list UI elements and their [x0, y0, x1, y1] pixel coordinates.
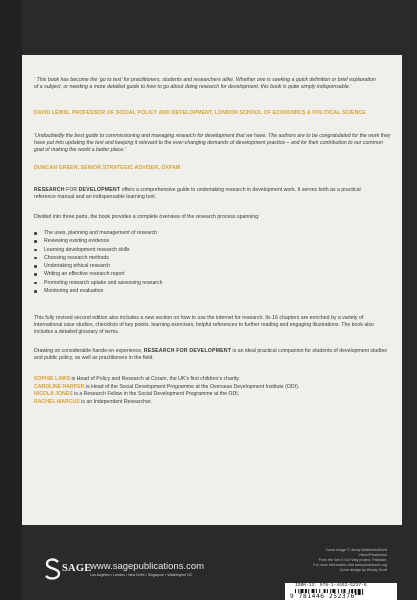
author-laws: SOPHIE LAWS is Head of Policy and Research at Coram, the UK’s first children’s charity. — [34, 376, 240, 382]
publisher-cities: Los Angeles • London • New Delhi • Singapore • Washington DC — [90, 573, 193, 577]
parts-intro: Divided into three parts, the book provides a complete overview of the research process spanning: — [34, 214, 260, 220]
list-item: Learning development research skills — [34, 246, 334, 254]
list-item: Promoting research uptake and assessing research — [34, 279, 334, 287]
quote-green: ‘Undoubtedly the best guide to commissioning and managing research for development that we have. The authors are to be congratulated for the work they have put into updating the text and keeping it relevant to the ever-changing demands of development practice – and for their contribution to our common goal of making the world a better place.’ — [34, 133, 391, 154]
cover-credits — [305, 548, 387, 573]
publisher-website[interactable]: www.sagepublications.com — [90, 561, 205, 572]
attribution-green: DUNCAN GREEN, SENIOR STRATEGIC ADVISER, OXFAM — [34, 165, 181, 171]
intro-text: offers a comprehensive guide to undertaking research in development work. It serves both as a practical reference manual and an indispensable learning tool. — [34, 187, 361, 201]
quote-lewis: ‘ This book has become the ‘go to text’ for practitioners, students and researchers alike. Whether one is seeking a quick definition or brief explanation of a subject, or needing a more detailed guide to how to go about doing research for development, this book is quite simply indispensable.’ — [34, 77, 376, 91]
companion-paragraph — [34, 348, 389, 362]
credit-line: Cover image © Jenny Matthews/World Vision/Photovoice — [325, 548, 387, 557]
credit-line: For more information visit www.photovoice.org — [313, 563, 387, 567]
publisher-logo-text: SAGE — [62, 563, 92, 574]
companion-pre: Drawing on considerable hands-on experience, — [34, 348, 144, 354]
author-harper: CAROLINE HARPER is Head of the Social Development Programme at the Overseas Development Institute (ODI). — [34, 383, 300, 390]
title-for: FOR — [64, 187, 79, 193]
companion-post: is an ideal practical companion for students of development studies and public policy, as well as practitioners in the field. — [34, 348, 387, 362]
authors-block — [34, 376, 394, 406]
list-item: Monitoring and evaluation — [34, 287, 334, 295]
isbn-text: ISBN-13: 978-1-4462-5237-6 — [295, 583, 367, 588]
author-marcus: RACHEL MARCUS is an Independent Researcher. — [34, 398, 152, 405]
list-item: Choosing research methods — [34, 254, 334, 262]
list-item: The uses, planning and management of research — [34, 229, 334, 237]
author-jones: NICOLA JONES is a Research Fellow in the Social Development Programme at the ODI. — [34, 391, 240, 398]
list-item: Reviewing existing evidence — [34, 237, 334, 245]
credit-line: Cover design by Wendy Scott — [339, 568, 387, 572]
list-item: Undertaking ethical research — [34, 262, 334, 270]
companion-title: RESEARCH FOR DEVELOPMENT — [143, 348, 232, 354]
sage-logo-icon — [44, 558, 62, 580]
attribution-lewis: DAVID LEWIS, PROFESSOR OF SOCIAL POLICY AND DEVELOPMENT, LONDON SCHOOL OF ECONOMICS & POLITICAL SCIENCE — [34, 110, 366, 116]
intro-paragraph — [34, 187, 379, 201]
credit-line: From the See It Our Way project, Pakistan. — [318, 558, 387, 562]
content-panel — [22, 55, 402, 525]
title-research: RESEARCH — [34, 187, 65, 193]
ean-number: 9 781446 252376 — [290, 593, 355, 600]
topics-list — [34, 229, 334, 295]
edition-paragraph: This fully revised second edition also includes a new section on how to use the internet for research. Its 16 chapters are enriched by a variety of international case studies, checklists of key points, learning exercises, helpful references to further reading and engaging illustrations. The book also includes a detailed glossary of terms. — [34, 315, 374, 336]
title-development: DEVELOPMENT — [78, 187, 121, 193]
list-item: Writing an effective research report — [34, 270, 334, 278]
